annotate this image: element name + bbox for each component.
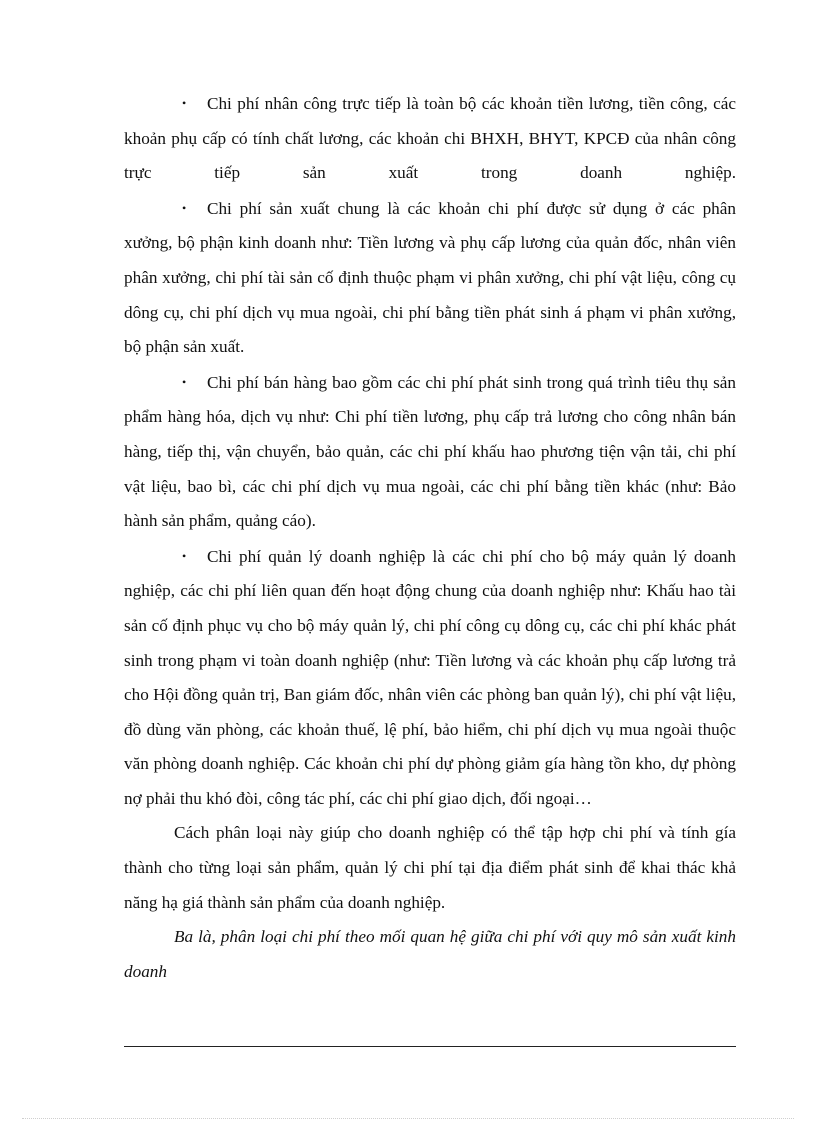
document-body xyxy=(124,86,736,989)
bullet-paragraph-selling xyxy=(124,365,736,539)
bullet-icon: • xyxy=(182,200,187,215)
paragraph-text: Chi phí sản xuất chung là các khoản chi phí được sử dụng ở các phân xưởng, bộ phận kinh doanh như: Tiền lương và phụ cấp lương của quản đốc, nhân viên phân xưởng, chi phí tài sản cố định thuộc phạm vi phân xưởng, chi phí vật liệu, công cụ dông cụ, chi phí dịch vụ mua ngoài, chi phí bằng tiền phát sinh á phạm vi phân xưởng, bộ phận sản xuất. xyxy=(124,198,736,357)
bullet-icon: • xyxy=(182,548,187,563)
page-bottom-border xyxy=(22,1118,794,1119)
bullet-icon: • xyxy=(182,96,187,110)
footer-divider xyxy=(124,1046,736,1047)
summary-paragraph: Cách phân loại này giúp cho doanh nghiệp có thể tập hợp chi phí và tính gía thành cho từng loại sản phẩm, quản lý chi phí tại địa điểm phát sinh để khai thác khả năng hạ giá thành sản phẩm của doanh nghiệp. xyxy=(124,823,736,912)
paragraph-text: Chi phí nhân công trực tiếp là toàn bộ các khoản tiền lương, tiền công, các khoản phụ cấp có tính chất lương, các khoản chi BHXH, BHYT, KPCĐ của nhân công trực tiếp sản xuất trong doanh nghiệp. xyxy=(124,94,736,183)
bullet-paragraph-overhead xyxy=(124,191,736,365)
paragraph-text: Chi phí quản lý doanh nghiệp là các chi phí cho bộ máy quản lý doanh nghiệp, các chi phí liên quan đến hoạt động chung của doanh nghiệp như: Khấu hao tài sản cố định phục vụ cho bộ máy quản lý, chi phí công cụ dông cụ, các chi phí khác phát sinh trong phạm vi toàn doanh nghiệp (như: Tiền lương và các khoản phụ cấp lương trả cho Hội đồng quản trị, Ban giám đốc, nhân viên các phòng ban quản lý), chi phí vật liệu, đồ dùng văn phòng, các khoản thuế, lệ phí, bảo hiểm, chi phí dịch vụ mua ngoài thuộc văn phòng doanh nghiệp. Các khoản chi phí dự phòng giảm gía hàng tồn kho, dự phòng nợ phải thu khó đòi, công tác phí, các chi phí giao dịch, đối ngoại… xyxy=(124,546,736,808)
section-heading: Ba là, phân loại chi phí theo mối quan hệ giữa chi phí với quy mô sản xuất kinh doanh xyxy=(124,927,736,981)
bullet-paragraph-direct-labor xyxy=(124,86,736,191)
bullet-icon: • xyxy=(182,374,187,389)
bullet-paragraph-admin xyxy=(124,539,736,817)
paragraph-text: Chi phí bán hàng bao gồm các chi phí phát sinh trong quá trình tiêu thụ sản phẩm hàng hóa, dịch vụ như: Chi phí tiền lương, phụ cấp trả lương cho công nhân bán hàng, tiếp thị, vận chuyển, bảo quản, các chi phí khấu hao phương tiện vận tải, chi phí vật liệu, bao bì, các chi phí dịch vụ mua ngoài, các chi phí bằng tiền khác (như: Bảo hành sản phẩm, quảng cáo). xyxy=(124,372,736,531)
